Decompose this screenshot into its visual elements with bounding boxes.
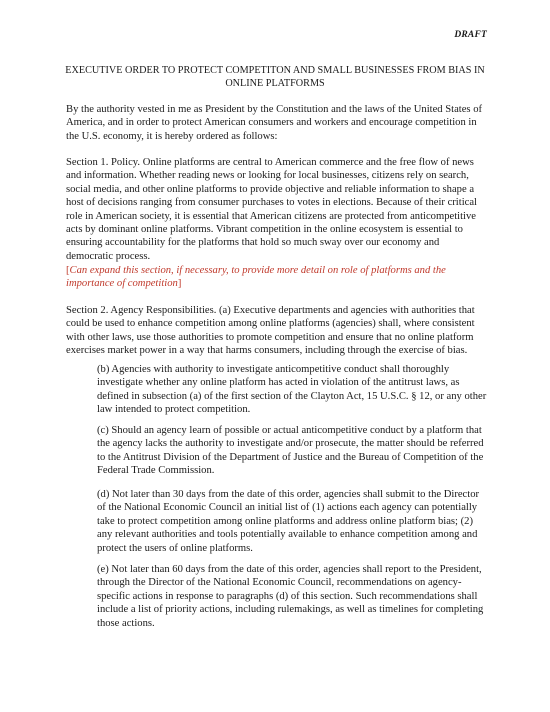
paragraph-b: (b) Agencies with authority to investigate anticompetitive conduct shall thoroughly investigate whether any online platform has acted in violation of the antitrust laws, as defined in subsection (a) of the first section of the Clayton Act, 15 U.S.C. § 12, or any other law intended to protect competition. bbox=[97, 364, 487, 416]
section-2-agency-responsibilities: Section 2. Agency Responsibilities. (a) Executive departments and agencies with authorities that could be used to enhance competition among online platforms (agencies) shall, where consistent with other laws, use those authorities to promote competition and ensure that no online platform exercises market power in a way that harms consumers, including through the exercise of bias. bbox=[66, 305, 475, 357]
editor-note-open-bracket: [ bbox=[66, 265, 70, 276]
paragraph-e: (e) Not later than 60 days from the date of this order, agencies shall report to the President, through the Director of the National Economic Council, recommendations on agency-specific actions in response to paragraphs (d) of this section. Such recommendations shall include a list of priority actions, including rulemakings, as well as timelines for completing those actions. bbox=[97, 564, 484, 629]
draft-label: DRAFT bbox=[454, 30, 487, 40]
document-title: EXECUTIVE ORDER TO PROTECT COMPETITON AND SMALL BUSINESSES FROM BIAS IN ONLINE PLATFORMS bbox=[65, 65, 485, 89]
section-1-policy: Section 1. Policy. Online platforms are central to American commerce and the free flow of news and information. Whether reading news or looking for local businesses, citizens rely on search, social media, and other online platforms to provide objective and reliable information to shape a host of decisions ranging from consumer purchases to votes in elections. Because of their critical role in American society, it is essential that American citizens are protected from anticompetitive acts by dominant online platforms. Vibrant competition in the online ecosystem is essential to ensuring accountability for the platforms that hold so much sway over our economy and democratic process. bbox=[66, 157, 477, 262]
paragraph-d: (d) Not later than 30 days from the date of this order, agencies shall submit to the Director of the National Economic Council an initial list of (1) actions each agency can potentially take to protect competition among online platforms and address online platform bias; (2) any relevant authorities and tools potentially available to enhance competition among and protect the users of online platforms. bbox=[97, 489, 480, 554]
paragraph-c: (c) Should an agency learn of possible or actual anticompetitive conduct by a platform that the agency lacks the authority to investigate and/or prosecute, the matter should be referred to the Antitrust Division of the Department of Justice and the Bureau of Competition of the Federal Trade Commission. bbox=[97, 425, 484, 477]
preamble-paragraph: By the authority vested in me as President by the Constitution and the laws of the United States of America, and in order to protect American consumers and workers and encourage competition in the U.S. economy, it is hereby ordered as follows: bbox=[66, 104, 483, 142]
editor-note bbox=[66, 264, 486, 291]
editor-note-close-bracket: ] bbox=[177, 278, 182, 290]
editor-note-text: Can expand this section, if necessary, to provide more detail on role of platforms and the importance of competition bbox=[66, 265, 446, 290]
